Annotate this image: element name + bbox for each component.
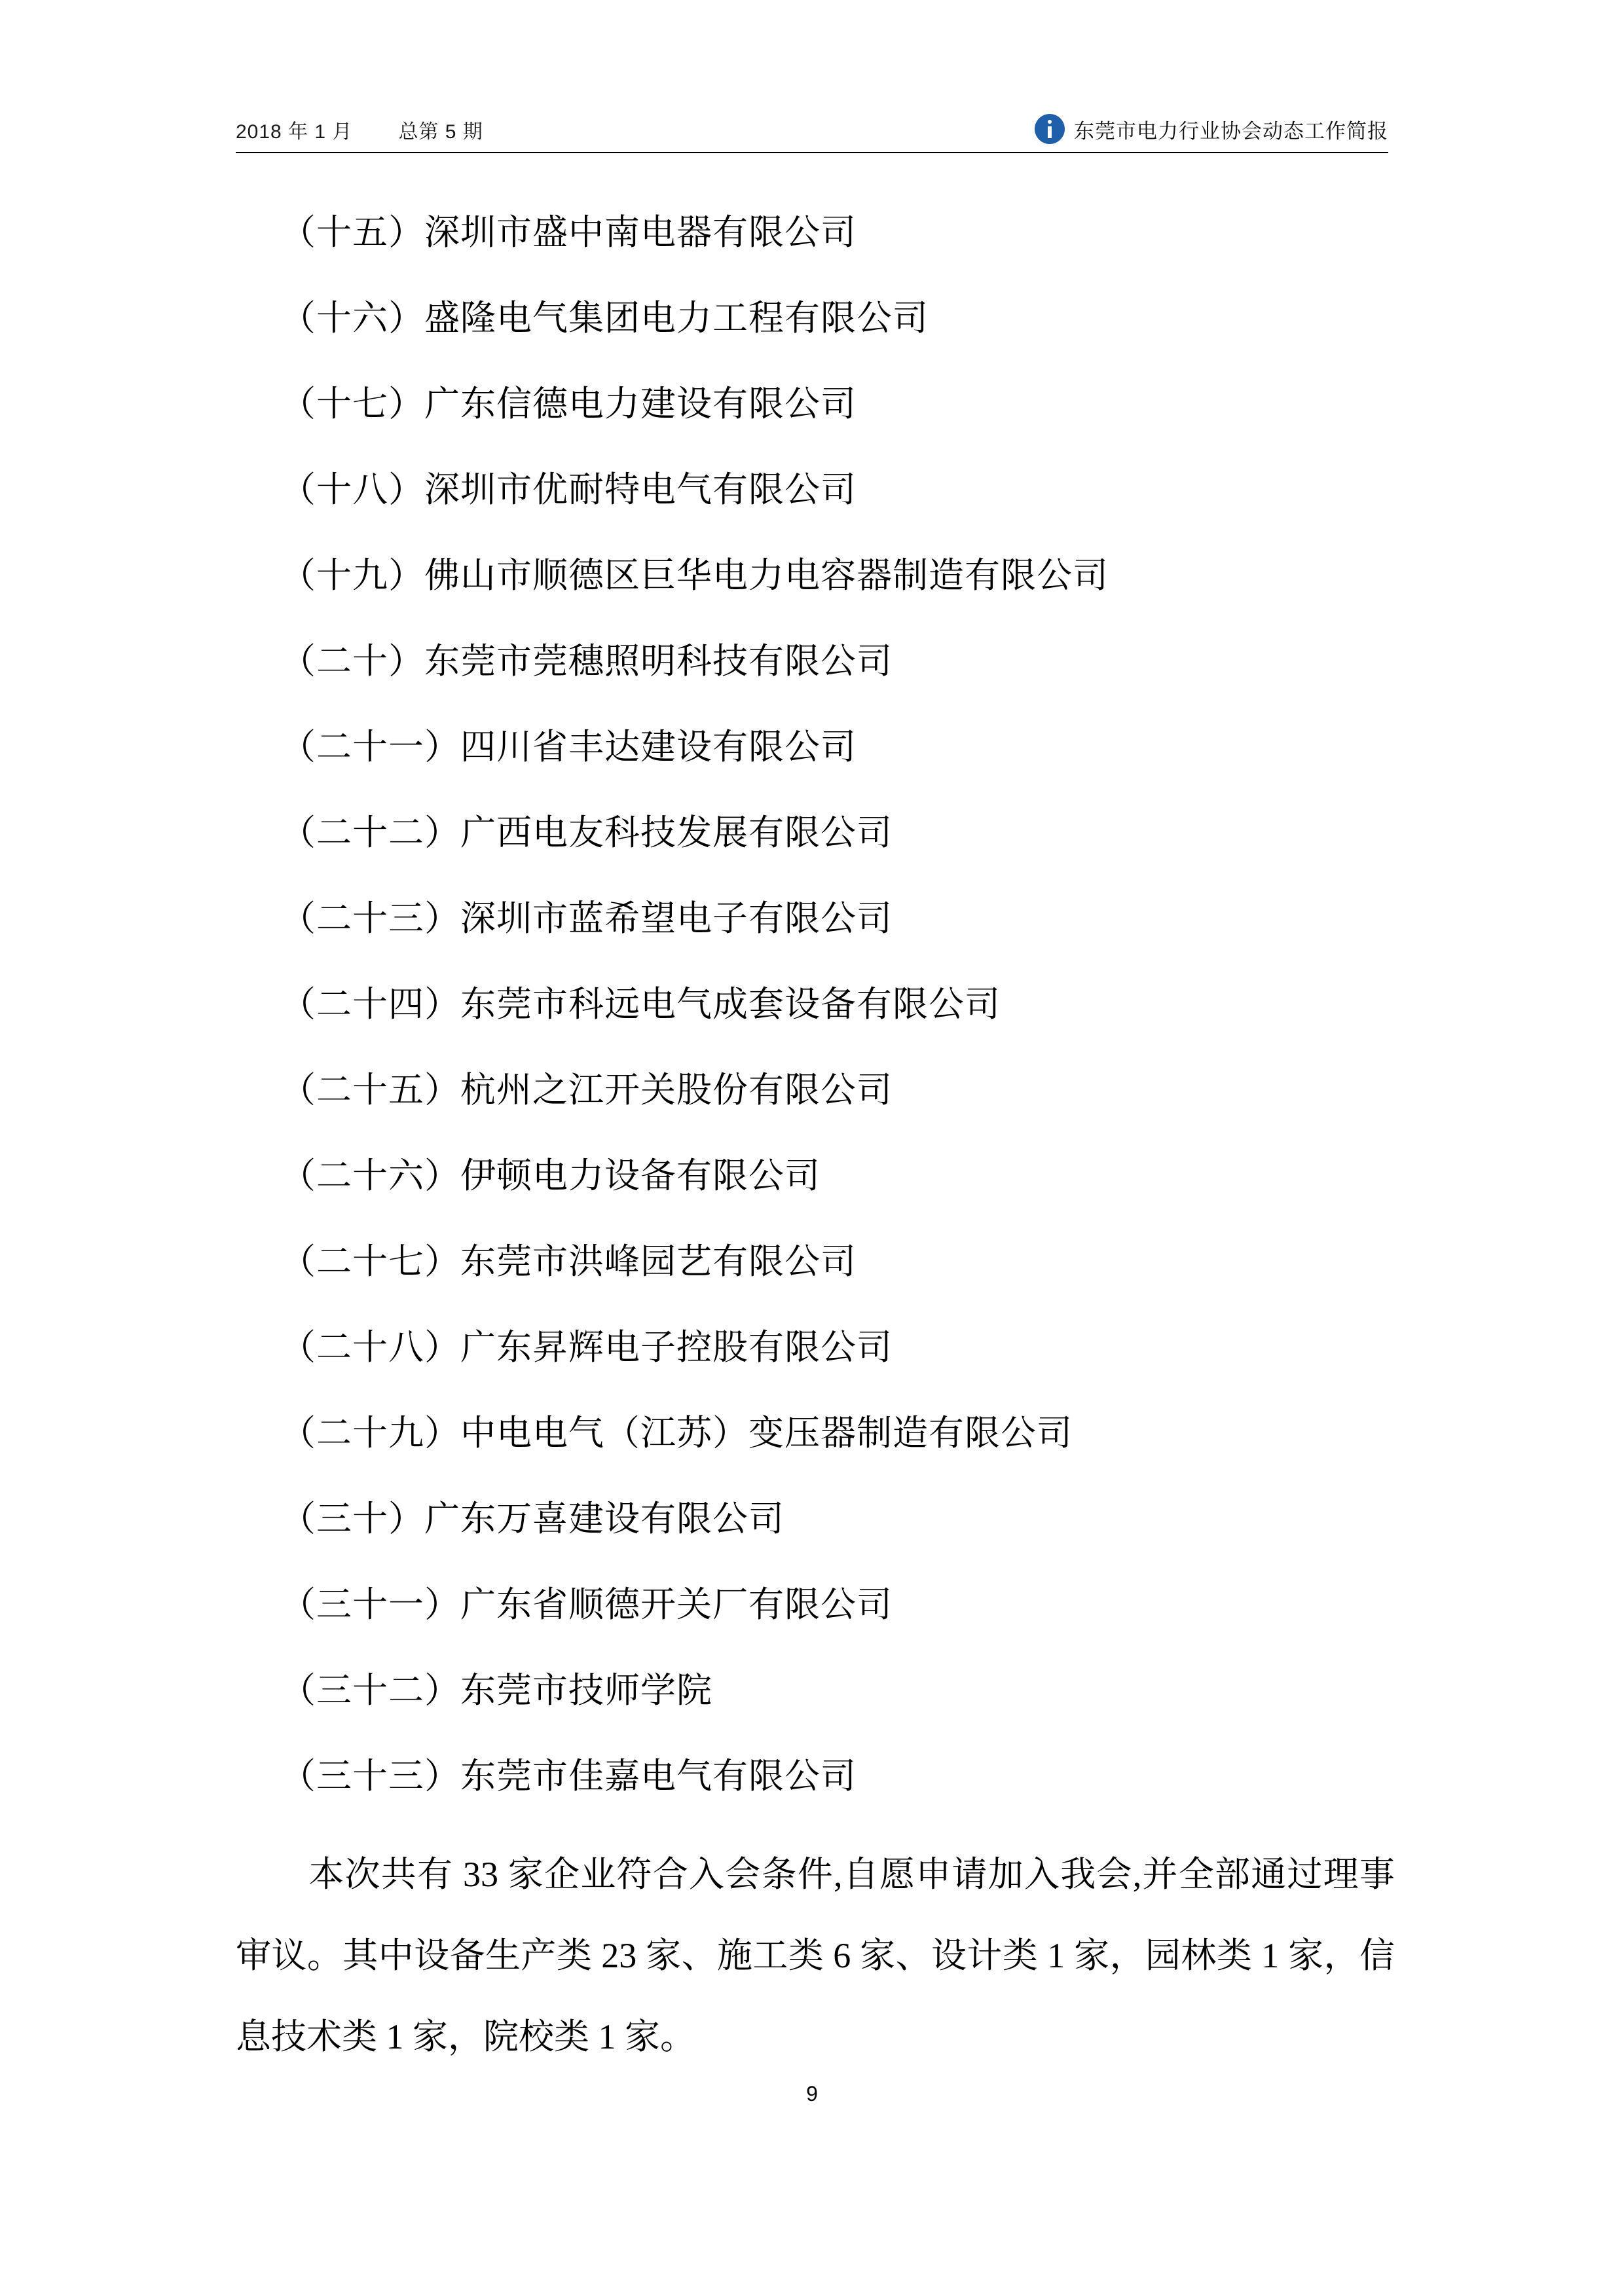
list-item: （二十一）四川省丰达建设有限公司 xyxy=(280,727,857,767)
list-item: （三十三）东莞市佳嘉电气有限公司 xyxy=(280,1757,857,1796)
summary-paragraph xyxy=(236,1834,1395,2077)
list-item: （二十七）东莞市洪峰园艺有限公司 xyxy=(280,1242,857,1281)
list-item: （三十一）广东省顺德开关厂有限公司 xyxy=(280,1585,893,1624)
document-body xyxy=(236,190,1395,2077)
list-item: （十七）广东信德电力建设有限公司 xyxy=(280,384,857,424)
association-logo-icon xyxy=(1035,114,1065,144)
header-left-group xyxy=(236,115,483,144)
header-right-group xyxy=(1035,114,1388,144)
list-item: （三十）广东万喜建设有限公司 xyxy=(280,1499,784,1539)
header-issue: 总第 5 期 xyxy=(398,121,483,143)
header-title: 东莞市电力行业协会动态工作简报 xyxy=(1074,119,1388,143)
list-item: （二十）东莞市莞穗照明科技有限公司 xyxy=(280,642,893,681)
summary-paragraph-text: 本次共有 33 家企业符合入会条件,自愿申请加入我会,并全部通过理事审议。其中设备生产类 23 家、施工类 6 家、设计类 1 家，园林类 1 家，信息技术类 1 家，院校类 1 家。 xyxy=(236,1855,1395,2056)
page-header xyxy=(236,98,1388,144)
header-divider xyxy=(236,152,1388,153)
list-item: （二十六）伊顿电力设备有限公司 xyxy=(280,1156,821,1195)
header-date: 2018 年 1 月 xyxy=(236,121,353,143)
list-item: （二十三）深圳市蓝希望电子有限公司 xyxy=(280,899,893,938)
page-number: 9 xyxy=(806,2082,818,2105)
list-item: （十六）盛隆电气集团电力工程有限公司 xyxy=(280,299,929,338)
list-item: （十五）深圳市盛中南电器有限公司 xyxy=(280,213,857,252)
list-item: （十九）佛山市顺德区巨华电力电容器制造有限公司 xyxy=(280,556,1109,595)
list-item: （二十九）中电电气（江苏）变压器制造有限公司 xyxy=(280,1413,1073,1453)
list-item: （十八）深圳市优耐特电气有限公司 xyxy=(280,470,857,509)
list-item: （二十四）东莞市科远电气成套设备有限公司 xyxy=(280,985,1001,1024)
list-item: （二十二）广西电友科技发展有限公司 xyxy=(280,813,893,852)
list-item: （二十八）广东昇辉电子控股有限公司 xyxy=(280,1328,893,1367)
list-item: （三十二）东莞市技师学院 xyxy=(280,1671,712,1710)
list-item: （二十五）杭州之江开关股份有限公司 xyxy=(280,1070,893,1110)
